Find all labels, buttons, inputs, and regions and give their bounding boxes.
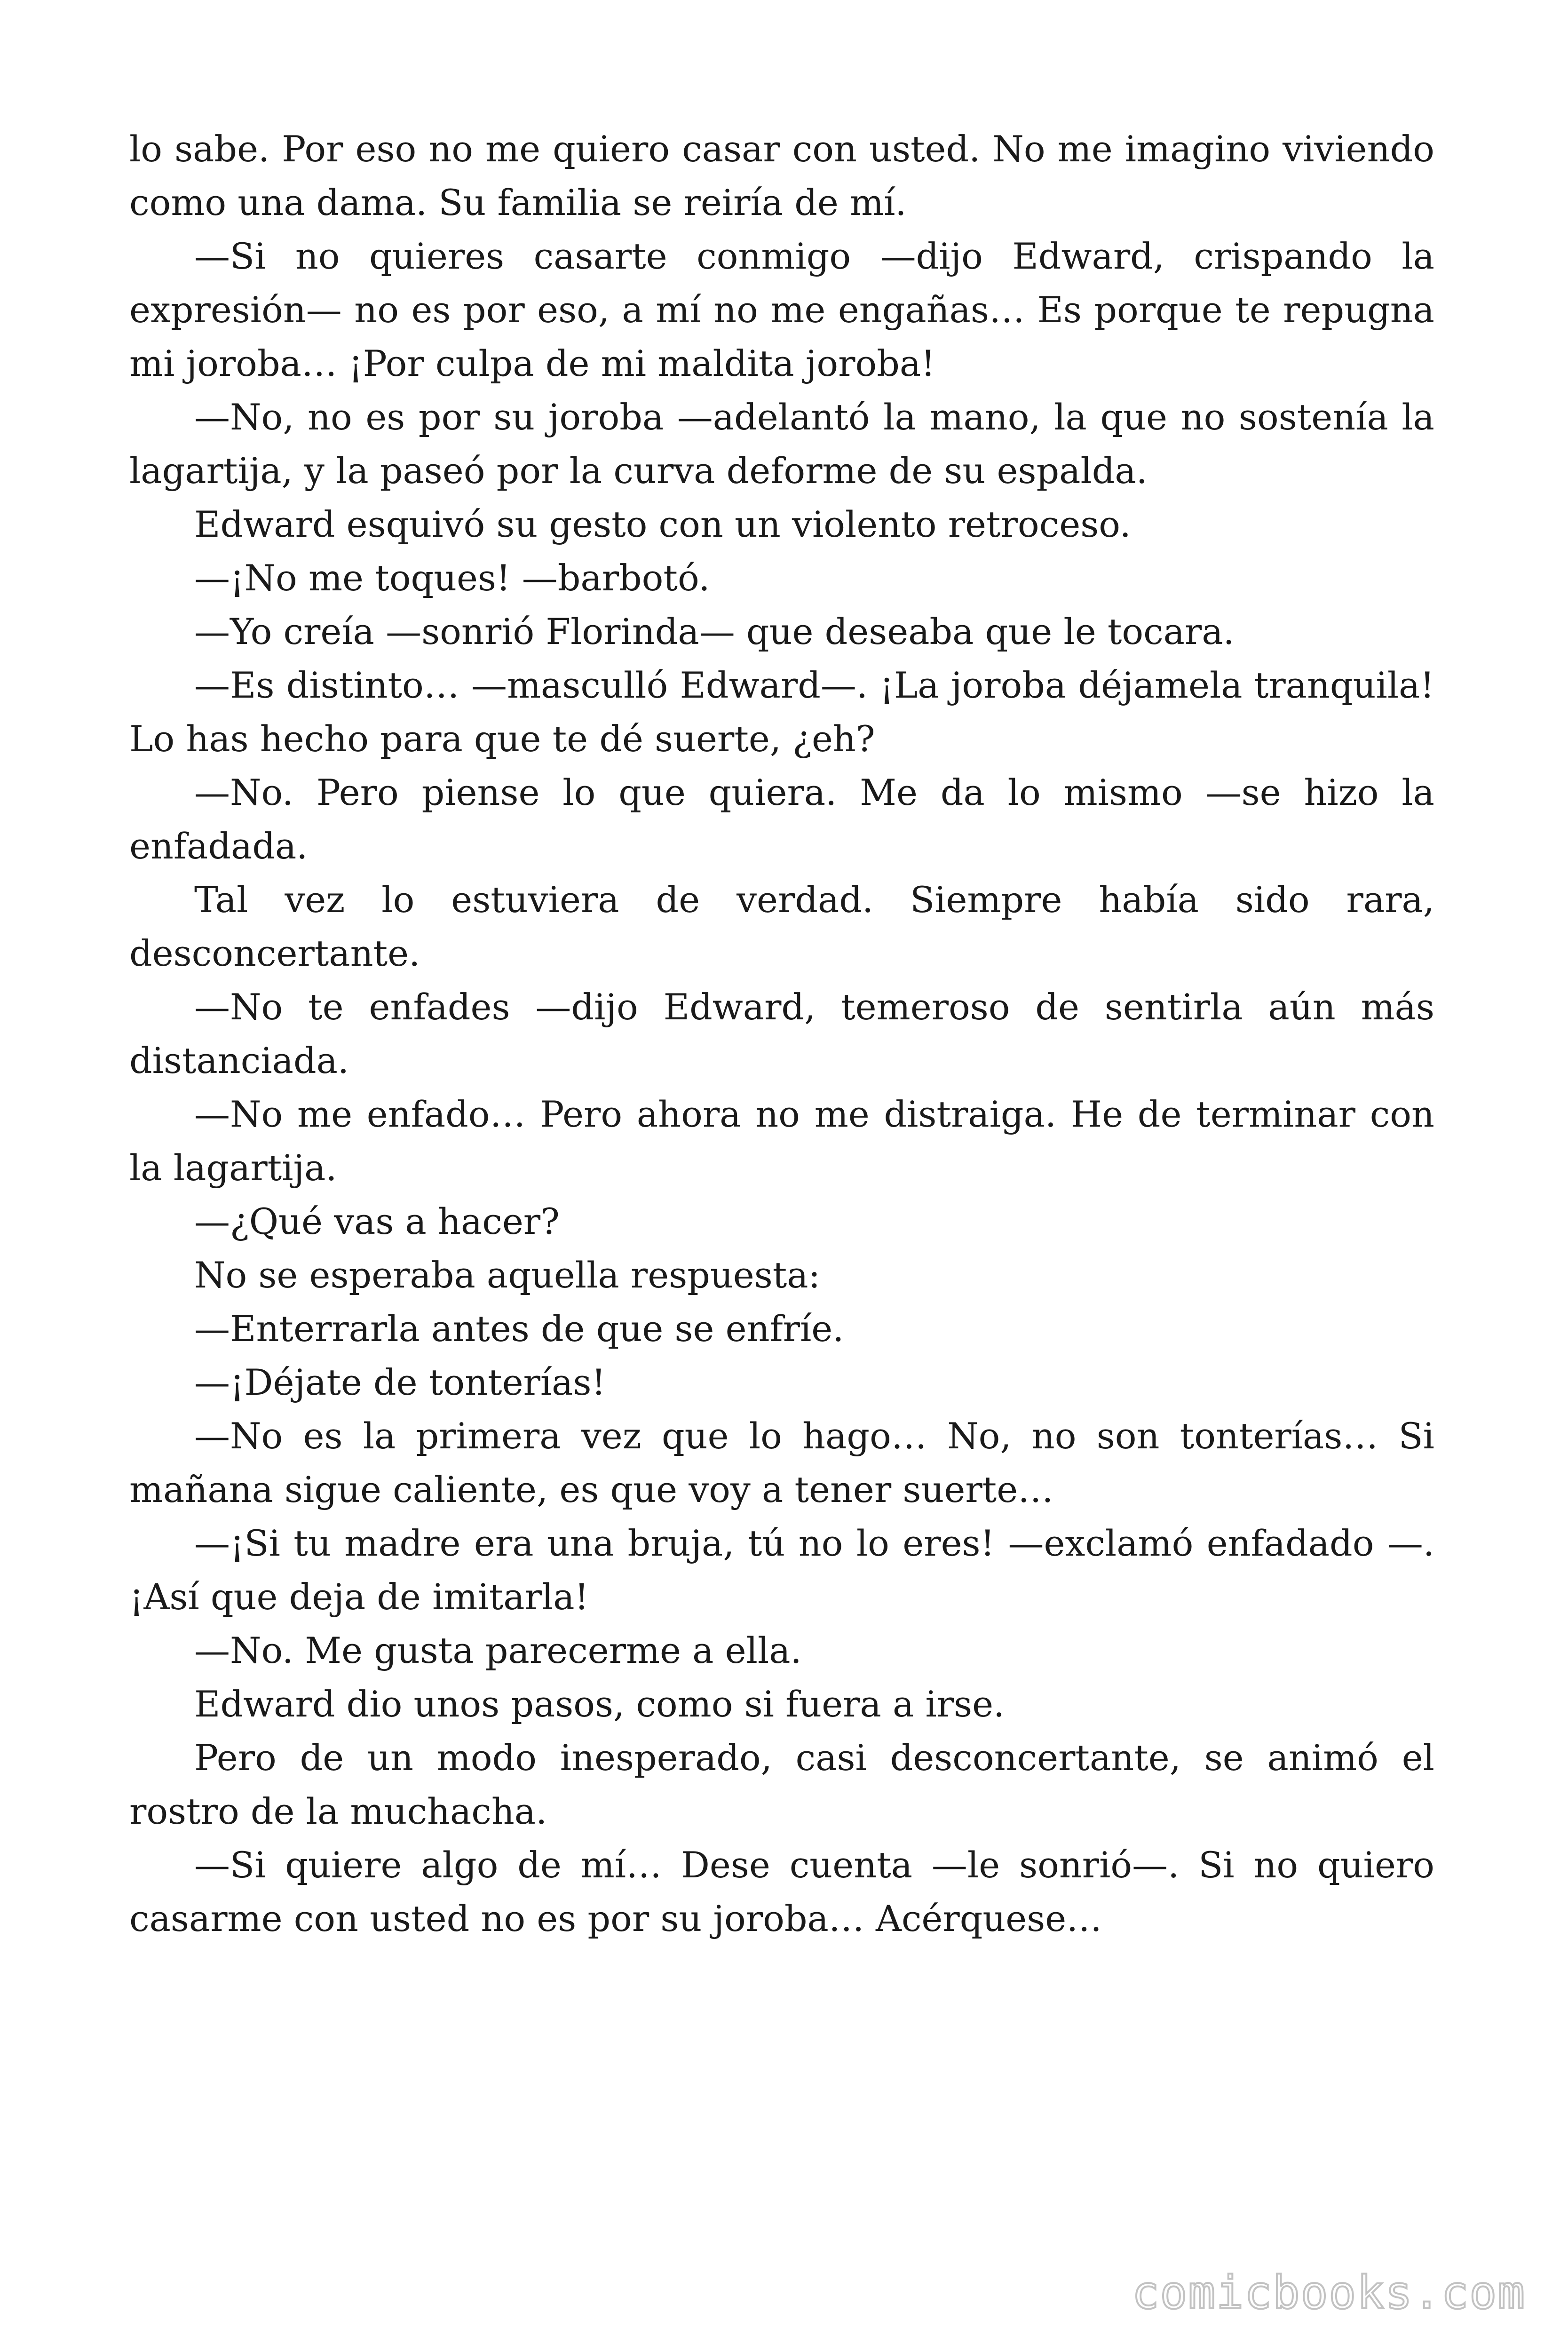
paragraph-13: No se esperaba aquella respuesta: <box>194 1254 821 1296</box>
paragraph-3: —No, no es por su joroba —adelantó la mano, la que no sostenía la lagartija, y la paseó por la curva deforme de su espalda. <box>129 396 1434 492</box>
paragraph-18: —No. Me gusta parecerme a ella. <box>194 1629 802 1671</box>
paragraph-2: —Si no quieres casarte conmigo —dijo Edward, crispando la expresión— no es por eso, a mí no me engañas… Es porque te repugna mi joroba… ¡Por culpa de mi maldita joroba! <box>129 235 1434 384</box>
paragraph-7: —Es distinto… —masculló Edward—. ¡La joroba déjamela tranquila! Lo has hecho para que te dé suerte, ¿eh? <box>129 664 1434 760</box>
paragraph-9: Tal vez lo estuviera de verdad. Siempre había sido rara, desconcertante. <box>129 879 1434 974</box>
paragraph-14: —Enterrarla antes de que se enfríe. <box>194 1308 844 1350</box>
paragraph-12: —¿Qué vas a hacer? <box>194 1200 560 1242</box>
paragraph-20: Pero de un modo inesperado, casi desconcertante, se animó el rostro de la muchacha. <box>129 1737 1434 1832</box>
paragraph-16: —No es la primera vez que lo hago… No, no son tonterías… Si mañana sigue caliente, es que voy a tener suerte… <box>129 1415 1434 1510</box>
paragraph-15: —¡Déjate de tonterías! <box>194 1361 606 1403</box>
paragraph-11: —No me enfado… Pero ahora no me distraiga. He de terminar con la lagartija. <box>129 1093 1434 1189</box>
paragraph-21: —Si quiere algo de mí… Dese cuenta —le sonrió—. Si no quiero casarme con usted no es por su joroba… Acérquese… <box>129 1844 1434 1939</box>
paragraph-10: —No te enfades —dijo Edward, temeroso de sentirla aún más distanciada. <box>129 986 1434 1081</box>
watermark-logo: comicbooks.com <box>1132 2266 1526 2319</box>
paragraph-8: —No. Pero piense lo que quiera. Me da lo mismo —se hizo la enfadada. <box>129 771 1434 867</box>
paragraph-1: lo sabe. Por eso no me quiero casar con usted. No me imagino viviendo como una dama. Su familia se reiría de mí. <box>129 128 1434 223</box>
paragraph-19: Edward dio unos pasos, como si fuera a irse. <box>194 1683 1005 1725</box>
paragraph-17: —¡Si tu madre era una bruja, tú no lo eres! —exclamó enfadado —. ¡Así que deja de imitarla! <box>129 1522 1434 1618</box>
page-body <box>129 122 1434 1946</box>
paragraph-6: —Yo creía —sonrió Florinda— que deseaba que le tocara. <box>194 611 1235 652</box>
paragraph-4: Edward esquivó su gesto con un violento retroceso. <box>194 503 1131 545</box>
paragraph-5: —¡No me toques! —barbotó. <box>194 557 710 599</box>
